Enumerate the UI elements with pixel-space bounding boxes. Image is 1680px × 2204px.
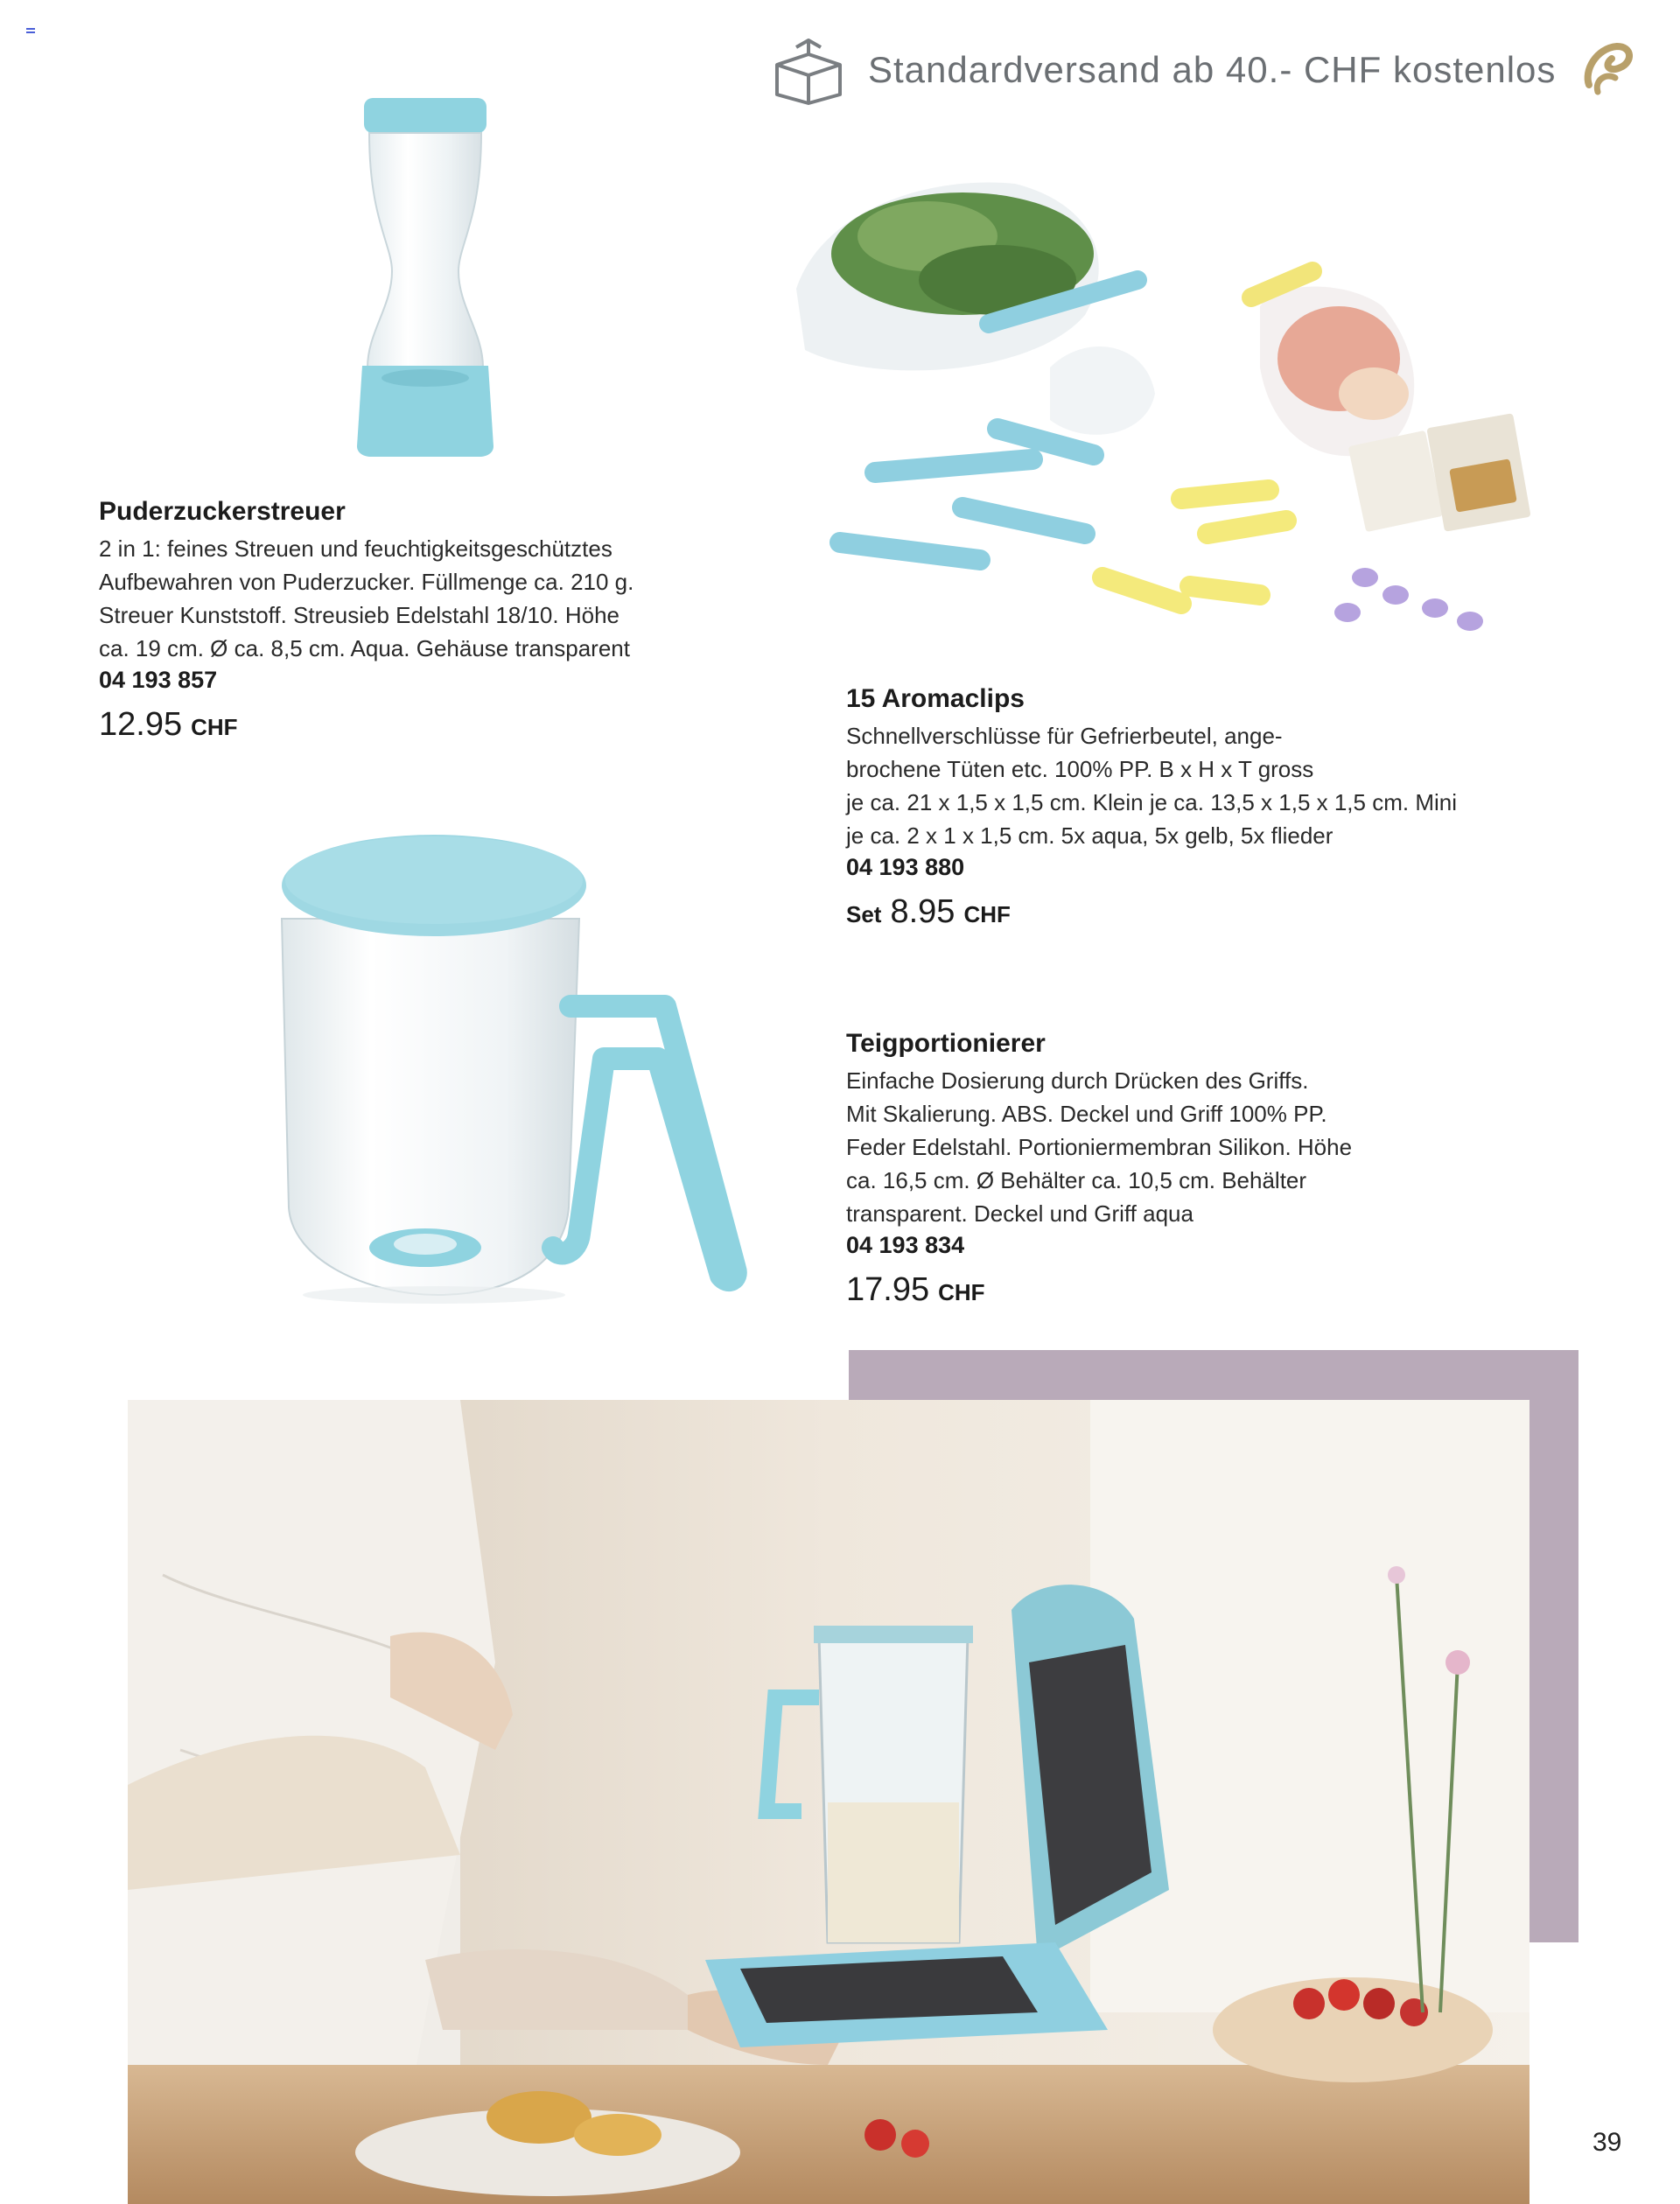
sugar-shaker-image xyxy=(332,87,516,464)
price-value: 17.95 xyxy=(846,1271,930,1308)
description-line: Mit Skalierung. ABS. Deckel und Griff 100% PP. xyxy=(846,1101,1327,1127)
kitchen-scene-illustration xyxy=(128,1400,1530,2204)
price-currency: CHF xyxy=(191,714,238,740)
aromaclips-image xyxy=(770,157,1592,647)
description-line: ca. 16,5 cm. Ø Behälter ca. 10,5 cm. Behälter xyxy=(846,1167,1307,1193)
description-line: Streuer Kunststoff. Streusieb Edelstahl 18/10. Höhe xyxy=(99,602,620,628)
price-currency: CHF xyxy=(938,1279,985,1305)
corner-mark xyxy=(26,28,35,35)
product-description xyxy=(846,1064,1564,1230)
description-line: brochene Tüten etc. 100% PP. B x H x T gross xyxy=(846,756,1314,782)
description-line: Einfache Dosierung durch Drücken des Griffs. xyxy=(846,1067,1309,1094)
product-code: 04 193 880 xyxy=(846,854,965,880)
price-row xyxy=(846,1271,1564,1309)
description-line: 2 in 1: feines Streuen und feuchtigkeitsgeschütztes xyxy=(99,535,612,562)
description-line: je ca. 21 x 1,5 x 1,5 cm. Klein je ca. 13,5 x 1,5 x 1,5 cm. Mini xyxy=(846,789,1457,815)
description-line: ca. 19 cm. Ø ca. 8,5 cm. Aqua. Gehäuse transparent xyxy=(99,635,630,661)
product-title: Puderzuckerstreuer xyxy=(99,497,346,526)
price-prefix: Set xyxy=(846,901,882,927)
shipping-box-icon xyxy=(770,35,847,105)
page-number: 39 xyxy=(1592,2128,1622,2157)
price-row xyxy=(99,706,764,744)
product-code: 04 193 857 xyxy=(99,667,218,693)
price-value: 8.95 xyxy=(890,893,956,930)
brand-bean-icon xyxy=(1577,39,1638,101)
price-currency: CHF xyxy=(963,901,1011,927)
batter-dispenser-image xyxy=(262,822,752,1330)
product-title: 15 Aromaclips xyxy=(846,684,1025,713)
shipping-banner xyxy=(770,35,1638,105)
shipping-text: Standardversand ab 40.- CHF kostenlos xyxy=(868,49,1557,90)
product-description xyxy=(846,719,1564,852)
price-row xyxy=(846,893,1564,931)
product-teigportionierer xyxy=(846,1029,1564,1309)
product-description xyxy=(99,532,764,665)
description-line: Aufbewahren von Puderzucker. Füllmenge ca. 210 g. xyxy=(99,569,634,595)
product-code: 04 193 834 xyxy=(846,1232,965,1258)
description-line: je ca. 2 x 1 x 1,5 cm. 5x aqua, 5x gelb, 5x flieder xyxy=(846,822,1334,849)
product-title: Teigportionierer xyxy=(846,1029,1046,1058)
product-aromaclips xyxy=(846,684,1564,931)
description-line: Schnellverschlüsse für Gefrierbeutel, ange- xyxy=(846,723,1283,749)
product-puderzuckerstreuer xyxy=(99,497,764,744)
description-line: transparent. Deckel und Griff aqua xyxy=(846,1200,1194,1227)
lifestyle-photo xyxy=(128,1400,1530,2204)
description-line: Feder Edelstahl. Portioniermembran Silikon. Höhe xyxy=(846,1134,1353,1160)
price-value: 12.95 xyxy=(99,706,183,743)
